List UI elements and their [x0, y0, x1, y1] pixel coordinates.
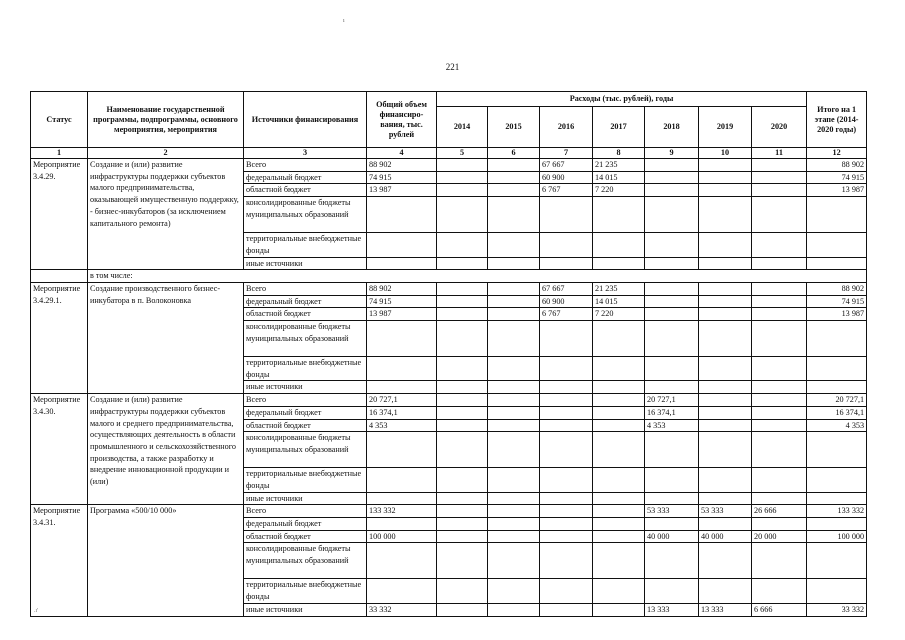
scan-corner-mark: .ı'	[34, 608, 39, 614]
year-amount-2019: 13 333	[699, 603, 752, 616]
table-row	[31, 505, 867, 518]
header-name: Наименование государственной программы, подпрограммы, основного мероприятия, мероприятия	[88, 92, 244, 148]
budget-table	[30, 91, 867, 617]
year-amount-2019: 40 000	[699, 530, 752, 543]
measure-status: Мероприятие 3.4.30.	[31, 394, 88, 505]
year-amount-2018	[645, 381, 699, 394]
total-amount	[367, 543, 437, 579]
year-amount-2019	[699, 381, 752, 394]
total-amount: 74 915	[367, 295, 437, 308]
year-amount-2014	[437, 159, 488, 172]
header-sources: Источники финансирования	[244, 92, 367, 148]
year-amount-2016	[540, 406, 593, 419]
year-amount-2016	[540, 257, 593, 270]
year-amount-2016	[540, 603, 593, 616]
total-amount	[367, 321, 437, 357]
year-amount-2014	[437, 530, 488, 543]
year-amount-2015	[488, 171, 540, 184]
year-amount-2014	[437, 518, 488, 531]
stage-total-amount	[807, 197, 867, 233]
year-amount-2020	[752, 419, 807, 432]
year-amount-2016	[540, 197, 593, 233]
year-amount-2018	[645, 233, 699, 257]
year-amount-2020	[752, 308, 807, 321]
year-amount-2019	[699, 159, 752, 172]
total-amount	[367, 579, 437, 603]
year-amount-2017	[593, 505, 645, 518]
funding-source: территориальные внебюджетные фонды	[244, 233, 367, 257]
year-amount-2017	[593, 492, 645, 505]
stage-total-amount	[807, 233, 867, 257]
year-amount-2019	[699, 257, 752, 270]
year-amount-2020	[752, 295, 807, 308]
year-amount-2018: 40 000	[645, 530, 699, 543]
stage-total-amount: 88 902	[807, 159, 867, 172]
year-amount-2017	[593, 530, 645, 543]
funding-source: иные источники	[244, 257, 367, 270]
header-total: Общий объем финансиро-вания, тыс. рублей	[367, 92, 437, 148]
year-amount-2017	[593, 419, 645, 432]
funding-source: консолидированные бюджеты муниципальных образований	[244, 543, 367, 579]
year-amount-2016	[540, 432, 593, 468]
year-amount-2017	[593, 468, 645, 492]
year-amount-2020	[752, 579, 807, 603]
year-amount-2014	[437, 432, 488, 468]
funding-source: Всего	[244, 394, 367, 407]
header-year-2019: 2019	[699, 107, 752, 148]
year-amount-2017	[593, 257, 645, 270]
year-amount-2018: 53 333	[645, 505, 699, 518]
year-amount-2015	[488, 321, 540, 357]
stage-total-amount: 16 374,1	[807, 406, 867, 419]
column-number: 5	[437, 148, 488, 159]
year-amount-2019	[699, 579, 752, 603]
empty-cell	[31, 270, 88, 283]
total-amount	[367, 492, 437, 505]
year-amount-2015	[488, 492, 540, 505]
column-number: 7	[540, 148, 593, 159]
year-amount-2015	[488, 381, 540, 394]
measure-name: Создание и (или) развитие инфраструктуры поддержки субъектов малого и среднего предпринимательства, осуществляющих деятельность в области промышленного и сельскохозяйственного производства, а также разработку и внедрение инновационной продукции и (или)	[88, 394, 244, 505]
year-amount-2017	[593, 394, 645, 407]
header-year-2014: 2014	[437, 107, 488, 148]
year-amount-2018	[645, 197, 699, 233]
year-amount-2017	[593, 197, 645, 233]
year-amount-2015	[488, 282, 540, 295]
total-amount	[367, 381, 437, 394]
stage-total-amount	[807, 381, 867, 394]
stage-total-amount: 13 987	[807, 184, 867, 197]
column-number: 6	[488, 148, 540, 159]
in-total-label: в том числе:	[88, 270, 867, 283]
year-amount-2018	[645, 295, 699, 308]
header-status: Статус	[31, 92, 88, 148]
stage-total-amount: 100 000	[807, 530, 867, 543]
year-amount-2015	[488, 233, 540, 257]
stage-total-amount	[807, 257, 867, 270]
year-amount-2016	[540, 468, 593, 492]
year-amount-2015	[488, 184, 540, 197]
funding-source: территориальные внебюджетные фонды	[244, 468, 367, 492]
stage-total-amount	[807, 518, 867, 531]
year-amount-2015	[488, 257, 540, 270]
year-amount-2020	[752, 518, 807, 531]
total-amount: 20 727,1	[367, 394, 437, 407]
year-amount-2015	[488, 419, 540, 432]
year-amount-2020	[752, 432, 807, 468]
year-amount-2014	[437, 579, 488, 603]
year-amount-2019	[699, 308, 752, 321]
year-amount-2017: 7 220	[593, 184, 645, 197]
total-amount: 88 902	[367, 282, 437, 295]
funding-source: консолидированные бюджеты муниципальных образований	[244, 197, 367, 233]
year-amount-2018	[645, 321, 699, 357]
funding-source: Всего	[244, 505, 367, 518]
year-amount-2018	[645, 492, 699, 505]
column-number: 2	[88, 148, 244, 159]
year-amount-2014	[437, 233, 488, 257]
year-amount-2017: 7 220	[593, 308, 645, 321]
header-expenses: Расходы (тыс. рублей), годы	[437, 92, 807, 107]
year-amount-2020	[752, 184, 807, 197]
year-amount-2017	[593, 381, 645, 394]
year-amount-2015	[488, 468, 540, 492]
year-amount-2020: 6 666	[752, 603, 807, 616]
year-amount-2016: 60 900	[540, 171, 593, 184]
total-amount: 133 332	[367, 505, 437, 518]
year-amount-2016: 67 667	[540, 282, 593, 295]
column-number: 11	[752, 148, 807, 159]
year-amount-2016	[540, 543, 593, 579]
column-number: 12	[807, 148, 867, 159]
year-amount-2019	[699, 518, 752, 531]
year-amount-2020	[752, 171, 807, 184]
year-amount-2014	[437, 492, 488, 505]
year-amount-2020	[752, 233, 807, 257]
year-amount-2016	[540, 518, 593, 531]
year-amount-2018: 20 727,1	[645, 394, 699, 407]
year-amount-2019	[699, 171, 752, 184]
total-amount	[367, 432, 437, 468]
funding-source: иные источники	[244, 492, 367, 505]
stage-total-amount: 74 915	[807, 171, 867, 184]
year-amount-2014	[437, 321, 488, 357]
in-total-row	[31, 270, 867, 283]
funding-source: иные источники	[244, 603, 367, 616]
measure-status: Мероприятие 3.4.31.	[31, 505, 88, 616]
year-amount-2019	[699, 184, 752, 197]
funding-source: консолидированные бюджеты муниципальных образований	[244, 321, 367, 357]
year-amount-2015	[488, 518, 540, 531]
header-stage-total: Итого на 1 этапе (2014-2020 годы)	[807, 92, 867, 148]
year-amount-2016	[540, 394, 593, 407]
total-amount: 74 915	[367, 171, 437, 184]
stage-total-amount: 133 332	[807, 505, 867, 518]
year-amount-2014	[437, 197, 488, 233]
stage-total-amount	[807, 357, 867, 381]
year-amount-2014	[437, 295, 488, 308]
year-amount-2017: 14 015	[593, 295, 645, 308]
year-amount-2018	[645, 543, 699, 579]
year-amount-2016	[540, 233, 593, 257]
year-amount-2015	[488, 394, 540, 407]
year-amount-2018: 16 374,1	[645, 406, 699, 419]
stage-total-amount	[807, 543, 867, 579]
year-amount-2017	[593, 603, 645, 616]
year-amount-2020	[752, 381, 807, 394]
funding-source: областной бюджет	[244, 184, 367, 197]
total-amount	[367, 468, 437, 492]
header-year-2015: 2015	[488, 107, 540, 148]
funding-source: консолидированные бюджеты муниципальных образований	[244, 432, 367, 468]
measure-name: Создание и (или) развитие инфраструктуры поддержки субъектов малого предпринимательства, оказывающей имущественную поддержку, - бизнес-инкубаторов (за исключением капитального ремонта)	[88, 159, 244, 270]
year-amount-2018	[645, 184, 699, 197]
year-amount-2019	[699, 233, 752, 257]
year-amount-2015	[488, 357, 540, 381]
year-amount-2020	[752, 197, 807, 233]
year-amount-2020: 26 666	[752, 505, 807, 518]
stage-total-amount	[807, 468, 867, 492]
year-amount-2017	[593, 321, 645, 357]
year-amount-2017	[593, 233, 645, 257]
year-amount-2018	[645, 308, 699, 321]
year-amount-2020	[752, 468, 807, 492]
year-amount-2019	[699, 394, 752, 407]
year-amount-2019	[699, 197, 752, 233]
year-amount-2014	[437, 171, 488, 184]
year-amount-2017	[593, 357, 645, 381]
year-amount-2018	[645, 518, 699, 531]
table-row	[31, 394, 867, 407]
year-amount-2020	[752, 394, 807, 407]
year-amount-2016	[540, 505, 593, 518]
funding-source: областной бюджет	[244, 530, 367, 543]
year-amount-2016: 6 767	[540, 184, 593, 197]
table-row	[31, 282, 867, 295]
column-number: 4	[367, 148, 437, 159]
header-year-2017: 2017	[593, 107, 645, 148]
year-amount-2014	[437, 394, 488, 407]
total-amount	[367, 233, 437, 257]
column-number: 3	[244, 148, 367, 159]
funding-source: территориальные внебюджетные фонды	[244, 579, 367, 603]
year-amount-2019	[699, 282, 752, 295]
year-amount-2015	[488, 159, 540, 172]
stage-total-amount	[807, 492, 867, 505]
column-number: 9	[645, 148, 699, 159]
year-amount-2018	[645, 468, 699, 492]
stage-total-amount	[807, 321, 867, 357]
year-amount-2019	[699, 419, 752, 432]
year-amount-2014	[437, 357, 488, 381]
year-amount-2014	[437, 282, 488, 295]
funding-source: иные источники	[244, 381, 367, 394]
year-amount-2018	[645, 432, 699, 468]
year-amount-2015	[488, 543, 540, 579]
measure-name: Программа «500/10 000»	[88, 505, 244, 616]
funding-source: федеральный бюджет	[244, 171, 367, 184]
column-number: 10	[699, 148, 752, 159]
year-amount-2020	[752, 406, 807, 419]
year-amount-2018	[645, 257, 699, 270]
year-amount-2014	[437, 505, 488, 518]
stage-total-amount: 4 353	[807, 419, 867, 432]
total-amount	[367, 257, 437, 270]
year-amount-2016	[540, 321, 593, 357]
header-year-2020: 2020	[752, 107, 807, 148]
stage-total-amount: 33 332	[807, 603, 867, 616]
total-amount	[367, 518, 437, 531]
funding-source: областной бюджет	[244, 308, 367, 321]
year-amount-2016	[540, 357, 593, 381]
stage-total-amount	[807, 432, 867, 468]
year-amount-2017: 21 235	[593, 282, 645, 295]
year-amount-2015	[488, 406, 540, 419]
funding-source: федеральный бюджет	[244, 518, 367, 531]
year-amount-2016	[540, 419, 593, 432]
year-amount-2016	[540, 381, 593, 394]
table-body	[31, 148, 867, 617]
year-amount-2020	[752, 257, 807, 270]
year-amount-2020: 20 000	[752, 530, 807, 543]
year-amount-2018: 13 333	[645, 603, 699, 616]
total-amount: 100 000	[367, 530, 437, 543]
measure-name: Создание производственного бизнес-инкубатора в п. Волоконовка	[88, 282, 244, 393]
year-amount-2017: 21 235	[593, 159, 645, 172]
year-amount-2017	[593, 579, 645, 603]
header-year-2018: 2018	[645, 107, 699, 148]
total-amount: 16 374,1	[367, 406, 437, 419]
year-amount-2018	[645, 159, 699, 172]
measure-status: Мероприятие 3.4.29.1.	[31, 282, 88, 393]
stage-total-amount: 74 915	[807, 295, 867, 308]
year-amount-2014	[437, 184, 488, 197]
year-amount-2014	[437, 468, 488, 492]
column-number: 1	[31, 148, 88, 159]
year-amount-2017	[593, 518, 645, 531]
funding-source: федеральный бюджет	[244, 406, 367, 419]
total-amount	[367, 197, 437, 233]
year-amount-2014	[437, 543, 488, 579]
year-amount-2020	[752, 159, 807, 172]
total-amount: 13 987	[367, 308, 437, 321]
column-numbers-row	[31, 148, 867, 159]
column-number: 8	[593, 148, 645, 159]
year-amount-2019	[699, 406, 752, 419]
year-amount-2014	[437, 381, 488, 394]
funding-source: федеральный бюджет	[244, 295, 367, 308]
year-amount-2016: 60 900	[540, 295, 593, 308]
year-amount-2015	[488, 308, 540, 321]
year-amount-2016: 6 767	[540, 308, 593, 321]
stage-total-amount	[807, 579, 867, 603]
year-amount-2018	[645, 171, 699, 184]
year-amount-2014	[437, 257, 488, 270]
year-amount-2016	[540, 579, 593, 603]
total-amount: 88 902	[367, 159, 437, 172]
year-amount-2018	[645, 282, 699, 295]
year-amount-2019	[699, 321, 752, 357]
stage-total-amount: 20 727,1	[807, 394, 867, 407]
year-amount-2019	[699, 295, 752, 308]
year-amount-2020	[752, 321, 807, 357]
year-amount-2020	[752, 357, 807, 381]
funding-source: территориальные внебюджетные фонды	[244, 357, 367, 381]
header-year-2016: 2016	[540, 107, 593, 148]
page-number: 221	[445, 62, 460, 72]
year-amount-2017: 14 015	[593, 171, 645, 184]
year-amount-2015	[488, 295, 540, 308]
funding-source: областной бюджет	[244, 419, 367, 432]
measure-status: Мероприятие 3.4.29.	[31, 159, 88, 270]
year-amount-2016	[540, 492, 593, 505]
funding-source: Всего	[244, 282, 367, 295]
year-amount-2015	[488, 579, 540, 603]
total-amount	[367, 357, 437, 381]
total-amount: 33 332	[367, 603, 437, 616]
funding-source: Всего	[244, 159, 367, 172]
year-amount-2020	[752, 492, 807, 505]
year-amount-2016: 67 667	[540, 159, 593, 172]
year-amount-2019	[699, 492, 752, 505]
year-amount-2017	[593, 543, 645, 579]
stage-total-amount: 13 987	[807, 308, 867, 321]
year-amount-2015	[488, 197, 540, 233]
year-amount-2019	[699, 357, 752, 381]
year-amount-2014	[437, 419, 488, 432]
year-amount-2015	[488, 432, 540, 468]
year-amount-2016	[540, 530, 593, 543]
year-amount-2015	[488, 530, 540, 543]
year-amount-2020	[752, 543, 807, 579]
year-amount-2019: 53 333	[699, 505, 752, 518]
year-amount-2020	[752, 282, 807, 295]
year-amount-2014	[437, 603, 488, 616]
year-amount-2017	[593, 432, 645, 468]
total-amount: 13 987	[367, 184, 437, 197]
total-amount: 4 353	[367, 419, 437, 432]
year-amount-2017	[593, 406, 645, 419]
year-amount-2014	[437, 406, 488, 419]
stage-total-amount: 88 902	[807, 282, 867, 295]
year-amount-2018: 4 353	[645, 419, 699, 432]
scan-tick-mark: ı	[343, 18, 345, 24]
year-amount-2015	[488, 505, 540, 518]
year-amount-2018	[645, 357, 699, 381]
year-amount-2019	[699, 432, 752, 468]
year-amount-2015	[488, 603, 540, 616]
year-amount-2018	[645, 579, 699, 603]
year-amount-2019	[699, 543, 752, 579]
table-row	[31, 159, 867, 172]
year-amount-2014	[437, 308, 488, 321]
year-amount-2019	[699, 468, 752, 492]
